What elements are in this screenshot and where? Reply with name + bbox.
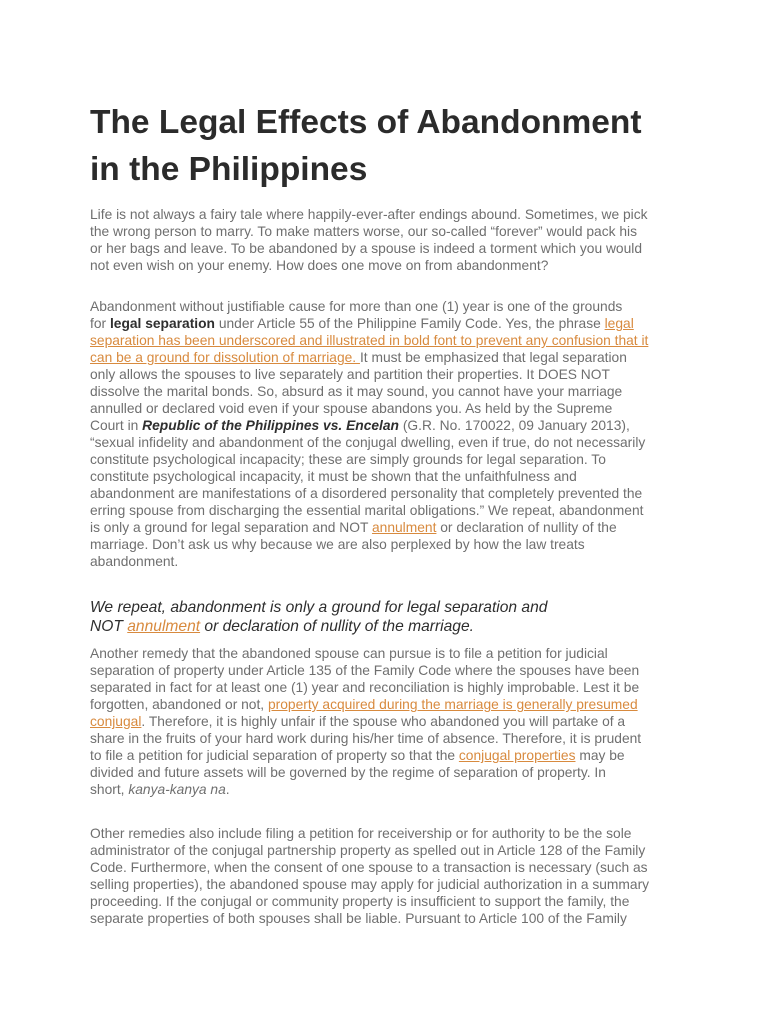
intro-line: not even wish on your enemy. How does one move on from abandonment? [90,258,549,273]
p4-line: Code. Furthermore, when the consent of one spouse to a transaction is necessary (such as [90,860,648,875]
quote-text: NOT [90,618,128,635]
p2-text: for [90,316,110,331]
p3-text: . Therefore, it is highly unfair if the spouse who abandoned you will partake of a [141,714,626,729]
title-line-2: in the Philippines [90,151,368,188]
p2-text: It must be emphasized that legal separation [359,350,627,365]
p2-text: Court in [90,418,143,433]
p4-line: Other remedies also include filing a petition for receivership or for authority to be the sole [90,826,632,841]
p3-text: to file a petition for judicial separation of property so that the [90,748,459,763]
link-annulment[interactable]: annulment [371,520,437,535]
link-conjugal-properties[interactable]: conjugal properties [458,748,576,763]
p2-line [90,315,690,332]
p2-line: abandonment are manifestations of a disordered personality that completely prevented the [90,486,643,501]
p2-line: annulled or declared void even if your spouse abandons you. As held by the Supreme [90,401,613,416]
p3-line [90,713,690,730]
p2-line: Abandonment without justifiable cause for more than one (1) year is one of the grounds [90,299,623,314]
p2-line: marriage. Don’t ask us why because we are also perplexed by how the law treats [90,537,585,552]
paragraph-other-remedies [90,825,690,927]
p2-text: is only a ground for legal separation and NOT [90,520,372,535]
link-legal-separation-ground[interactable]: separation has been underscored and illustrated in bold font to prevent any confusion that it [90,333,649,348]
p2-line [90,417,690,434]
p2-line: constitute psychological incapacity; these are simply grounds for legal separation. To [90,452,606,467]
p4-line: administrator of the conjugal partnership property as spelled out in Article 128 of the Family [90,843,646,858]
p3-text: . [225,782,230,797]
p2-line: only allows the spouses to live separately and partition their properties. It DOES NOT [90,367,610,382]
p2-line: dissolve the marital bonds. So, absurd as it may sound, you cannot have your marriage [90,384,623,399]
p2-line [90,519,690,536]
p2-line: abandonment. [90,554,179,569]
p3-line: share in the fruits of your hard work during his/her time of absence. Therefore, it is prudent [90,731,642,746]
intro-line: Life is not always a fairy tale where happily-ever-after endings abound. Sometimes, we pick [90,207,648,222]
quote-text: or declaration of nullity of the marriage. [200,618,474,635]
p2-line [90,349,690,366]
kanya-kanya-italic: kanya-kanya na [128,782,226,797]
p4-line: selling properties), the abandoned spouse may apply for judicial authorization in a summary [90,877,650,892]
link-annulment-quote[interactable]: annulment [127,618,201,635]
p3-text: short, [90,782,129,797]
p2-line: “sexual infidelity and abandonment of the conjugal dwelling, even if true, do not necessarily [90,435,646,450]
link-property-presumed-conjugal[interactable]: conjugal [90,714,142,729]
quote-line [90,617,690,636]
p2-text: under Article 55 of the Philippine Family Code. Yes, the phrase [214,316,605,331]
p4-line: separate properties of both spouses shall be liable. Pursuant to Article 100 of the Family [90,911,627,926]
paragraph-intro [90,206,690,274]
link-legal-separation-ground[interactable]: legal [604,316,634,331]
p3-line [90,696,690,713]
p2-text: or declaration of nullity of the [436,520,617,535]
p3-line: separated in fact for at least one (1) year and reconciliation is highly improbable. Lest it be [90,680,640,695]
p3-text: forgotten, abandoned or not, [90,697,268,712]
p3-text: may be [575,748,625,763]
quote-line: We repeat, abandonment is only a ground for legal separation and [90,599,548,616]
intro-line: or her bags and leave. To be abandoned by a spouse is indeed a torment which you would [90,241,642,256]
p3-line: separation of property under Article 135 of the Family Code where the spouses have been [90,663,640,678]
article-title [90,99,690,193]
title-line-1: The Legal Effects of Abandonment [90,104,642,141]
case-name: Republic of the Philippines vs. Encelan [142,418,399,433]
pull-quote [90,598,690,636]
legal-separation-bold: legal separation [109,316,215,331]
paragraph-legal-separation [90,298,690,570]
p2-line: constitute psychological incapacity, it must be shown that the unfaithfulness and [90,469,577,484]
p2-text: (G.R. No. 170022, 09 January 2013), [398,418,630,433]
p3-line: divided and future assets will be governed by the regime of separation of property. In [90,765,606,780]
p2-line [90,332,690,349]
p3-line [90,747,690,764]
link-property-presumed-conjugal[interactable]: property acquired during the marriage is generally presumed [267,697,638,712]
p4-line: proceeding. If the conjugal or community property is insufficient to support the family, the [90,894,630,909]
intro-line: the wrong person to marry. To make matters worse, our so-called “forever” would pack his [90,224,637,239]
paragraph-separation-of-property [90,645,690,798]
p3-line: Another remedy that the abandoned spouse can pursue is to file a petition for judicial [90,646,608,661]
link-legal-separation-ground[interactable]: can be a ground for dissolution of marriage. [90,350,360,365]
p3-line [90,781,690,798]
p2-line: erring spouse from discharging the essential marital obligations.” We repeat, abandonment [90,503,644,518]
